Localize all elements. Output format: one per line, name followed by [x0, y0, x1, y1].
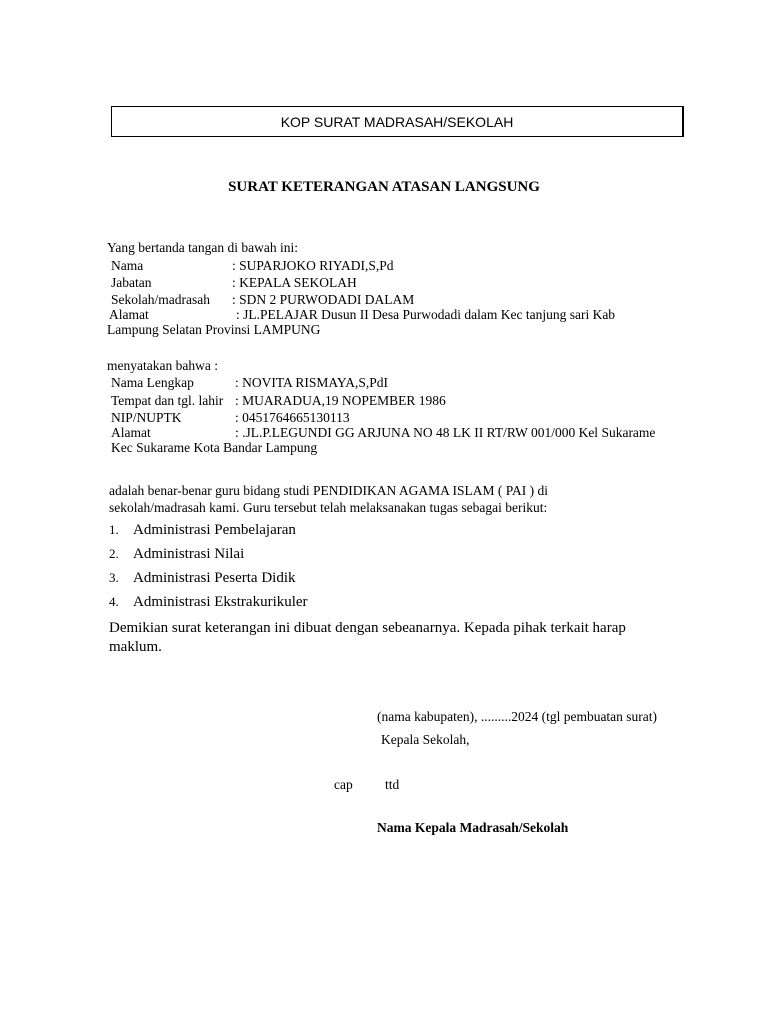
body-line-2: sekolah/madrasah kami. Guru tersebut telah melaksanakan tugas sebagai berikut:: [109, 500, 548, 515]
task-item: [109, 546, 244, 563]
teacher-ttl-label: Tempat dan tgl. lahir: [111, 393, 224, 408]
teacher-nama-row: [111, 375, 388, 391]
task-number: 2.: [109, 546, 119, 561]
signer-jabatan-label: Jabatan: [111, 275, 152, 290]
task-number: 4.: [109, 594, 119, 609]
intro-text: Yang bertanda tangan di bawah ini:: [107, 240, 298, 255]
task-text: Administrasi Peserta Didik: [133, 570, 296, 586]
task-item: [109, 570, 295, 587]
teacher-nama-value: : NOVITA RISMAYA,S,PdI: [235, 375, 388, 390]
teacher-alamat-row: [111, 425, 655, 441]
stamp-placeholder: cap: [334, 777, 353, 792]
signer-nama-row: [111, 258, 394, 274]
teacher-alamat-label: Alamat: [111, 425, 151, 440]
signer-nama-label: Nama: [111, 258, 144, 273]
signer-alamat-cont: Lampung Selatan Provinsi LAMPUNG: [107, 322, 321, 337]
closing-paragraph: Demikian surat keterangan ini dibuat dengan sebeanarnya. Kepada pihak terkait harap maklum.: [109, 620, 626, 655]
task-item: [109, 594, 308, 611]
task-item: [109, 522, 296, 539]
task-text: Administrasi Ekstrakurikuler: [133, 594, 308, 610]
teacher-alamat-value: : .JL.P.LEGUNDI GG ARJUNA NO 48 LK II RT/RW 001/000 Kel Sukarame: [235, 425, 656, 440]
signer-nama-value: : SUPARJOKO RIYADI,S,Pd: [232, 258, 394, 273]
signer-name: Nama Kepala Madrasah/Sekolah: [377, 820, 569, 835]
teacher-ttl-row: [111, 393, 446, 409]
teacher-ttl-value: : MUARADUA,19 NOPEMBER 1986: [235, 393, 446, 408]
signature-placeholder: ttd: [385, 777, 400, 792]
letterhead-box: [111, 106, 684, 137]
teacher-alamat-cont: Kec Sukarame Kota Bandar Lampung: [111, 440, 318, 455]
letter-title: SURAT KETERANGAN ATASAN LANGSUNG: [228, 179, 540, 195]
teacher-nip-row: [111, 410, 350, 426]
signer-position: Kepala Sekolah,: [381, 732, 470, 747]
letterhead-text: KOP SURAT MADRASAH/SEKOLAH: [280, 113, 514, 130]
task-number: 3.: [109, 570, 119, 585]
signer-sekolah-label: Sekolah/madrasah: [111, 292, 210, 307]
task-number: 1.: [109, 522, 119, 537]
signer-alamat-value: : JL.PELAJAR Dusun II Desa Purwodadi dalam Kec tanjung sari Kab: [236, 307, 616, 322]
signer-sekolah-value: : SDN 2 PURWODADI DALAM: [232, 292, 415, 307]
teacher-nip-label: NIP/NUPTK: [111, 410, 182, 425]
signer-alamat-label: Alamat: [109, 307, 149, 322]
teacher-nama-label: Nama Lengkap: [111, 375, 194, 390]
task-text: Administrasi Nilai: [133, 546, 245, 562]
task-text: Administrasi Pembelajaran: [133, 522, 296, 538]
statement-text: menyatakan bahwa :: [107, 358, 218, 373]
teacher-nip-value: : 0451764665130113: [235, 410, 350, 425]
body-line-1: adalah benar-benar guru bidang studi PENDIDIKAN AGAMA ISLAM ( PAI ) di: [109, 483, 549, 498]
signer-jabatan-row: [111, 275, 357, 291]
signer-sekolah-row: [111, 292, 414, 308]
place-date: (nama kabupaten), .........2024 (tgl pembuatan surat): [377, 709, 658, 724]
signer-jabatan-value: : KEPALA SEKOLAH: [232, 275, 357, 290]
signer-alamat-row: [109, 307, 615, 323]
